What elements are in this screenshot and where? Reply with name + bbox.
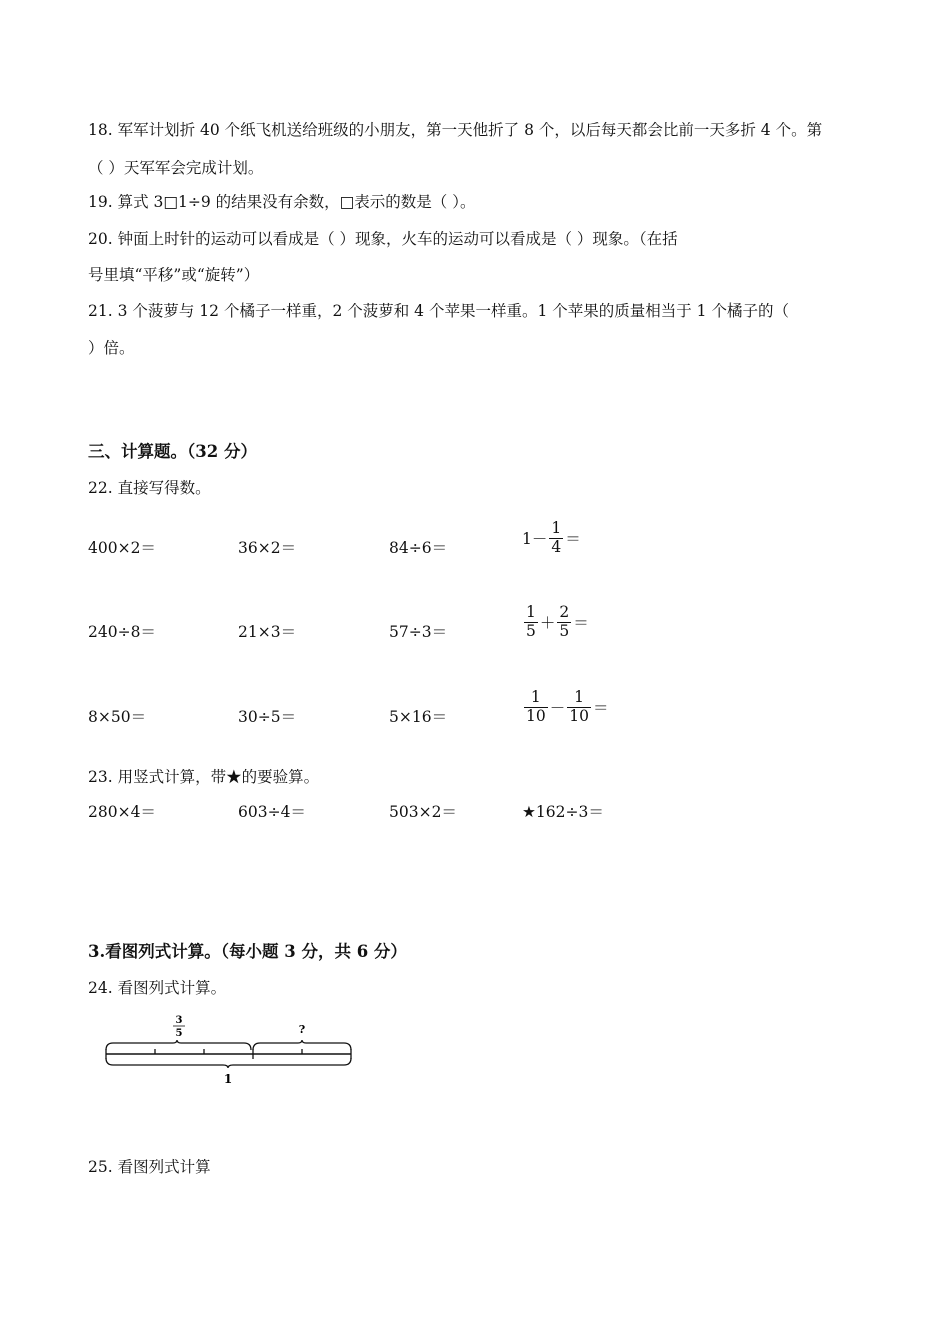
q21-line1: 21. 3 个菠萝与 12 个橘子一样重，2 个菠萝和 4 个苹果一样重。1 个苹果的质量相当于 1 个橘子的（ — [88, 302, 789, 320]
q23-item-2: 603÷4＝ — [238, 803, 306, 821]
q22-r2-c4 — [522, 604, 589, 641]
q20-line2: 号里填“平移”或“旋转”） — [88, 266, 260, 284]
q22-title: 22. 直接写得数。 — [88, 479, 211, 497]
fraction: $\frac{2}{5}$ — [559, 603, 570, 640]
q22-r1-c3: 84÷6＝ — [389, 539, 448, 557]
equals-sign: ＝ — [565, 530, 581, 549]
q18-line2: （ ）天军军会完成计划。 — [88, 159, 264, 177]
operator: ＋ — [539, 614, 556, 633]
q23-item-1: 280×4＝ — [88, 803, 156, 821]
diagram-question-mark: ? — [298, 1023, 306, 1036]
q24-bar-diagram — [100, 1010, 370, 1090]
q21-line2: ）倍。 — [88, 339, 135, 357]
q22-r2-c3: 57÷3＝ — [389, 623, 448, 641]
q22-r2-c2: 21×3＝ — [238, 623, 297, 641]
q25-title: 25. 看图列式计算 — [88, 1158, 211, 1176]
q22-r3-c4 — [522, 689, 609, 726]
fraction: $\frac{1}{10}$ — [526, 688, 546, 725]
section4-title: 3.看图列式计算。（每小题 3 分，共 6 分） — [88, 942, 407, 961]
q22-r3-c2: 30÷5＝ — [238, 708, 297, 726]
q19-text: 19. 算式 3□1÷9 的结果没有余数，□表示的数是（ ）。 — [88, 193, 476, 211]
q23-item-3: 503×2＝ — [389, 803, 457, 821]
fraction: $\frac{1}{5}$ — [526, 603, 536, 640]
operator: － — [549, 699, 566, 718]
diagram-fraction-denominator: 5 — [175, 1028, 183, 1039]
fraction: $\frac{1}{10}$ — [569, 688, 589, 725]
q22-r1-c4 — [522, 520, 581, 557]
q22-r1-c2: 36×2＝ — [238, 539, 297, 557]
q22-r2-c1: 240÷8＝ — [88, 623, 156, 641]
equals-sign: ＝ — [592, 699, 609, 718]
q22-r1-lead: 1－ — [522, 530, 548, 549]
fraction: $\frac{1}{4}$ — [551, 519, 562, 556]
equals-sign: ＝ — [573, 614, 589, 633]
q22-r3-c3: 5×16＝ — [389, 708, 448, 726]
section3-title: 三、计算题。（32 分） — [88, 442, 257, 461]
q23-title: 23. 用竖式计算，带★的要验算。 — [88, 768, 320, 786]
q22-r3-c1: 8×50＝ — [88, 708, 147, 726]
q22-r1-c1: 400×2＝ — [88, 539, 156, 557]
q23-item-4: ★162÷3＝ — [522, 803, 604, 821]
q24-title: 24. 看图列式计算。 — [88, 979, 227, 997]
q20-line1: 20. 钟面上时针的运动可以看成是（ ）现象，火车的运动可以看成是（ ）现象。（在括 — [88, 230, 678, 248]
diagram-fraction-numerator: 3 — [175, 1015, 183, 1026]
q18-line1: 18. 军军计划折 40 个纸飞机送给班级的小朋友，第一天他折了 8 个，以后每天都会比前一天多折 4 个。第 — [88, 121, 823, 139]
diagram-total-label: 1 — [223, 1072, 233, 1086]
